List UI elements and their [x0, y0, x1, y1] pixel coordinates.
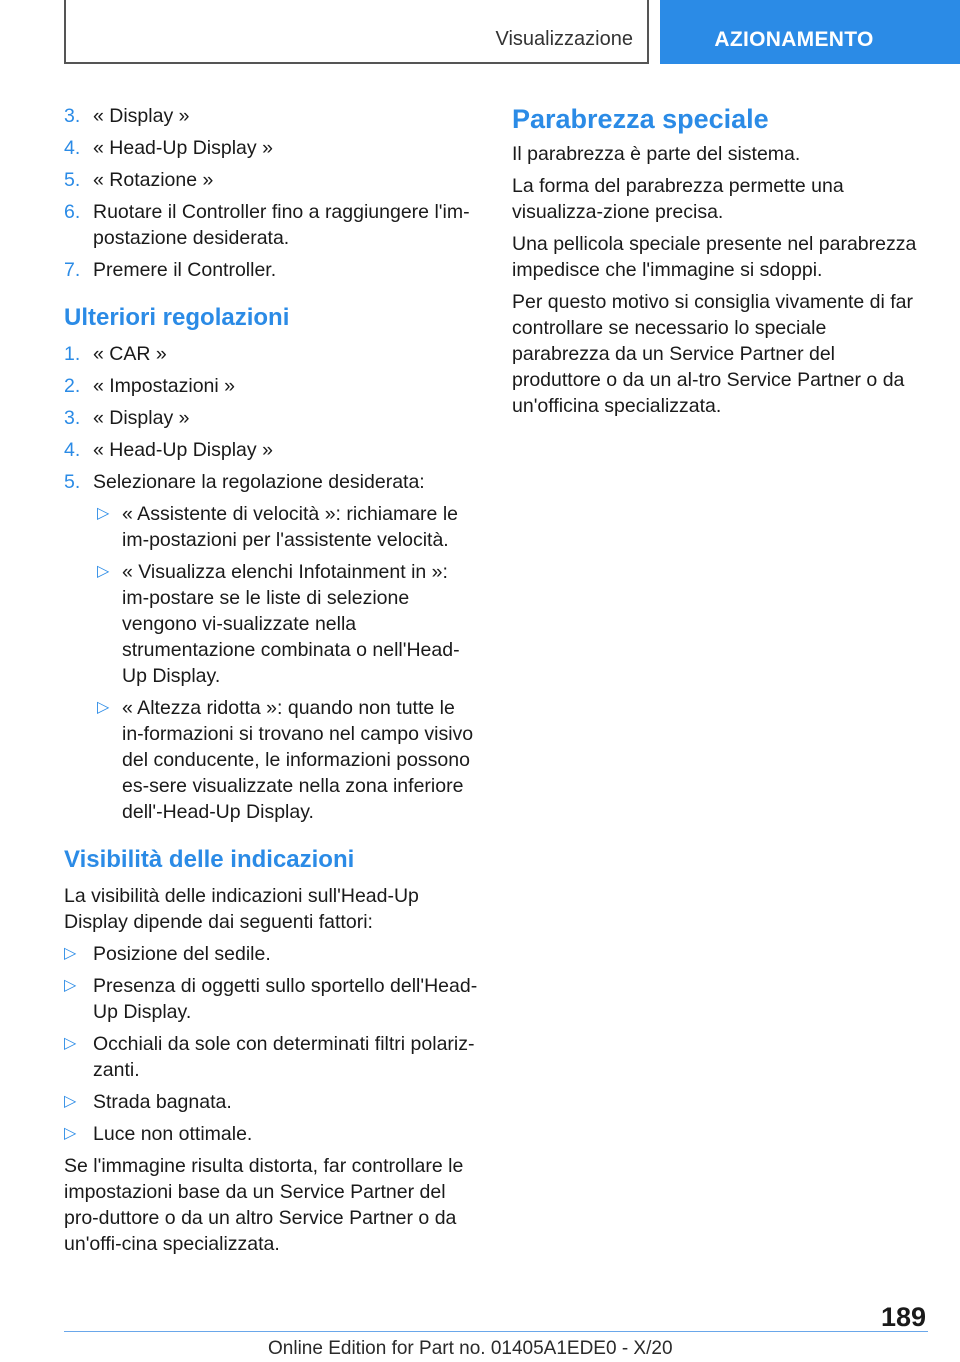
- factor-text: Strada bagnata.: [93, 1091, 232, 1113]
- list-item: [93, 501, 480, 553]
- sub-options-list: [93, 501, 480, 825]
- right-column: [512, 103, 927, 425]
- heading-parabrezza-speciale: Parabrezza speciale: [512, 104, 769, 134]
- paragraph: Il parabrezza è parte del sistema.: [512, 143, 801, 165]
- step-text: « Display »: [93, 407, 190, 429]
- visibilita-outro: Se l'immagine risulta distorta, far controllare le impostazioni base da un Service Partner del pro-duttore o da un altro Service Partner o da un'offi-cina specializzata.: [64, 1155, 464, 1255]
- step-text: Ruotare il Controller fino a raggiungere l'im-postazione desiderata.: [93, 201, 470, 249]
- left-column: [64, 103, 480, 1263]
- paragraph: Una pellicola speciale presente nel parabrezza impedisce che l'immagine si sdoppi.: [512, 233, 917, 281]
- list-item: [64, 135, 480, 161]
- step-text: « CAR »: [93, 343, 167, 365]
- paragraph: Per questo motivo si consiglia vivamente di far controllare se necessario lo speciale parabrezza da un Service Partner del produttore o da un al-tro Service Partner o da un'officina specializzata.: [512, 291, 914, 417]
- list-item: [64, 941, 480, 967]
- list-item: [93, 559, 480, 689]
- steps-ulteriori-list: [64, 341, 480, 825]
- step-text: Premere il Controller.: [93, 259, 277, 281]
- step-number: 4.: [64, 439, 81, 461]
- step-number: 5.: [64, 169, 81, 191]
- list-item: [64, 973, 480, 1025]
- chapter-title: AZIONAMENTO: [714, 28, 874, 51]
- step-text: « Rotazione »: [93, 169, 214, 191]
- list-item: [64, 437, 480, 463]
- list-item: [64, 373, 480, 399]
- step-number: 6.: [64, 201, 81, 223]
- step-number: 5.: [64, 471, 81, 493]
- sub-option-text: « Visualizza elenchi Infotainment in »: im-postare se le liste di selezione vengono vi-sualizzate nella strumentazione combinata o nell'Head-Up Display.: [122, 561, 460, 687]
- triangle-right-icon: ▷: [97, 699, 110, 716]
- triangle-right-icon: ▷: [64, 977, 77, 994]
- list-item: [93, 695, 480, 825]
- factor-text: Posizione del sedile.: [93, 943, 271, 965]
- footer-divider: [64, 1331, 928, 1332]
- factor-text: Luce non ottimale.: [93, 1123, 253, 1145]
- step-text: « Display »: [93, 105, 190, 127]
- step-number: 3.: [64, 407, 81, 429]
- step-text: « Head-Up Display »: [93, 137, 273, 159]
- factors-list: [64, 941, 480, 1147]
- list-item: [64, 103, 480, 129]
- section-title: Visualizzazione: [495, 28, 633, 50]
- header-chapter-box: [660, 0, 960, 64]
- step-number: 1.: [64, 343, 81, 365]
- step-text: « Impostazioni »: [93, 375, 235, 397]
- list-item: [64, 1089, 480, 1115]
- heading-visibilita: Visibilità delle indicazioni: [64, 846, 355, 873]
- sub-option-text: « Altezza ridotta »: quando non tutte le in-formazioni si trovano nel campo visivo del conducente, le informazioni possono es-sere visualizzate nella zona inferiore dell'-Head-Up Display.: [122, 697, 474, 823]
- list-item: [64, 1031, 480, 1083]
- steps-top-list: [64, 103, 480, 283]
- header-section-box: [64, 0, 649, 64]
- list-item: [64, 167, 480, 193]
- step-number: 2.: [64, 375, 81, 397]
- step-number: 3.: [64, 105, 81, 127]
- list-item: [64, 405, 480, 431]
- step-text: « Head-Up Display »: [93, 439, 273, 461]
- sub-option-text: « Assistente di velocità »: richiamare le im-postazioni per l'assistente velocità.: [122, 503, 458, 551]
- list-item: [64, 257, 480, 283]
- list-item: [64, 1121, 480, 1147]
- step-text: Selezionare la regolazione desiderata:: [93, 471, 425, 493]
- factor-text: Occhiali da sole con determinati filtri polariz-zanti.: [93, 1033, 475, 1081]
- edition-text: Online Edition for Part no. 01405A1EDE0 - X/20: [268, 1338, 673, 1359]
- factor-text: Presenza di oggetti sullo sportello dell'Head-Up Display.: [93, 975, 478, 1023]
- heading-ulteriori-regolazioni: Ulteriori regolazioni: [64, 304, 290, 331]
- triangle-right-icon: ▷: [64, 945, 77, 962]
- triangle-right-icon: ▷: [97, 505, 110, 522]
- page-number: 189: [880, 1302, 926, 1332]
- triangle-right-icon: ▷: [64, 1035, 77, 1052]
- list-item: [64, 199, 480, 251]
- triangle-right-icon: ▷: [97, 563, 110, 580]
- step-number: 4.: [64, 137, 81, 159]
- triangle-right-icon: ▷: [64, 1125, 77, 1142]
- triangle-right-icon: ▷: [64, 1093, 77, 1110]
- list-item: [64, 469, 480, 825]
- list-item: [64, 341, 480, 367]
- step-number: 7.: [64, 259, 81, 281]
- paragraph: La forma del parabrezza permette una visualizza-zione precisa.: [512, 175, 844, 223]
- visibilita-intro: La visibilità delle indicazioni sull'Head-Up Display dipende dai seguenti fattori:: [64, 885, 419, 933]
